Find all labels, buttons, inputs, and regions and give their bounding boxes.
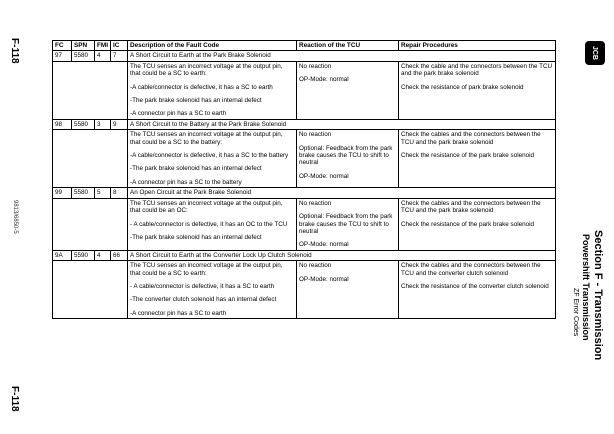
fmi-value: 3 xyxy=(95,119,111,129)
section-title: Section F - Transmission xyxy=(592,230,604,361)
fault-detail-row xyxy=(53,61,556,119)
description-line: The TCU senses an incorrect voltage at the output pin, that could be a SC to the battery: xyxy=(130,131,283,146)
header-fmi: FMI xyxy=(95,41,111,51)
fault-description xyxy=(128,261,297,319)
header-reaction: Reaction of the TCU xyxy=(297,41,399,51)
document-reference: 9813/6850-5 xyxy=(12,200,18,234)
fault-code: 98 xyxy=(53,119,72,129)
description-line: The TCU senses an incorrect voltage at the output pin, that could be a SC to earth: xyxy=(130,62,283,78)
header-description: Description of the Fault Code xyxy=(128,41,297,51)
reaction-line: No reaction xyxy=(299,262,332,270)
ic-value: 7 xyxy=(111,51,128,61)
reaction-line: No reaction xyxy=(299,131,332,139)
reaction-line: OP-Mode: normal xyxy=(299,275,349,283)
repair-line: Check the cables and the connectors between the TCU and the converter clutch solenoid xyxy=(401,262,541,277)
page-number-top: F-118 xyxy=(9,38,20,64)
blank-cell xyxy=(53,61,128,119)
reaction-line: Optional: Feedback from the park brake causes the TCU to shift to neutral xyxy=(299,213,393,235)
fault-code-row xyxy=(53,250,556,260)
table-header-row xyxy=(53,41,556,51)
fault-detail-row xyxy=(53,198,556,250)
blank-cell xyxy=(53,130,128,188)
section-subtitle: Powershift Transmission xyxy=(581,234,591,341)
ic-value: 8 xyxy=(111,188,128,198)
description-line: - A cable/connector is defective, it has a SC to earth xyxy=(130,282,275,290)
fault-description xyxy=(128,61,297,119)
fault-title: A Short Circuit to the Battery at the Park Brake Solenoid xyxy=(128,119,556,129)
ic-value: 66 xyxy=(111,250,128,260)
spn-value: 5580 xyxy=(72,51,95,61)
reaction-line: OP-Mode: normal xyxy=(299,241,349,249)
fault-code-table xyxy=(52,40,556,319)
fmi-value: 4 xyxy=(95,250,111,260)
description-line: -A connector pin has a SC to earth xyxy=(130,110,227,118)
repair-line: Check the resistance of park brake solenoid xyxy=(401,83,524,91)
description-line: -A connector pin has a SC to earth xyxy=(130,309,227,317)
reaction-line: OP-Mode: normal xyxy=(299,76,349,84)
fault-code: 9A xyxy=(53,250,72,260)
spn-value: 5590 xyxy=(72,250,95,260)
description-line: The TCU senses an incorrect voltage at the output pin, that could be an OC: xyxy=(130,199,283,215)
repair-line: Check the resistance of the park brake solenoid xyxy=(401,152,535,160)
header-fc: FC xyxy=(53,41,72,51)
ic-value: 9 xyxy=(111,119,128,129)
repair-procedure xyxy=(399,61,556,119)
description-line: The TCU senses an incorrect voltage at the output pin, that could be a SC to earth: xyxy=(130,262,283,277)
tcu-reaction xyxy=(297,198,399,250)
description-line: - A cable/connector is defective, it has an OC to the TCU xyxy=(130,220,288,228)
description-line: -A connector pin has a SC to the battery xyxy=(130,178,242,186)
repair-line: Check the resistance of the park brake solenoid xyxy=(401,220,535,228)
repair-line: Check the resistance of the converter clutch solenoid xyxy=(401,282,549,290)
tcu-reaction xyxy=(297,261,399,319)
description-line: -The park brake solenoid has an internal defect xyxy=(130,165,262,173)
repair-procedure xyxy=(399,261,556,319)
page-number-bottom: F-118 xyxy=(9,386,20,412)
tcu-reaction xyxy=(297,130,399,188)
repair-line: Check the cable and the connectors between the TCU and the park brake solenoid xyxy=(401,62,553,78)
fault-description xyxy=(128,198,297,250)
fault-detail-row xyxy=(53,130,556,188)
description-line: -A cable/connector is defective, it has a SC to earth xyxy=(130,83,273,91)
fault-code-row xyxy=(53,188,556,198)
header-ic: IC xyxy=(111,41,128,51)
repair-procedure xyxy=(399,130,556,188)
reaction-line: No reaction xyxy=(299,62,332,70)
jcb-logo-icon xyxy=(584,40,606,66)
spn-value: 5580 xyxy=(72,188,95,198)
fmi-value: 5 xyxy=(95,188,111,198)
reaction-line: No reaction xyxy=(299,199,332,207)
fault-code-row xyxy=(53,119,556,129)
repair-line: Check the cables and the connectors between the TCU and the park brake solenoid xyxy=(401,199,541,215)
description-line: -The park brake solenoid has an internal defect xyxy=(130,97,262,105)
reaction-line: OP-Mode: normal xyxy=(299,172,349,180)
fault-detail-row xyxy=(53,261,556,319)
fault-title: A Short Circuit to Earth at the Park Brake Solenoid xyxy=(128,51,556,61)
blank-cell xyxy=(53,261,128,319)
fault-code-row xyxy=(53,51,556,61)
reaction-line: Optional: Feedback from the park brake causes the TCU to shift to neutral xyxy=(299,144,393,167)
fault-code: 99 xyxy=(53,188,72,198)
description-line: -The park brake solenoid has an internal defect xyxy=(130,233,262,241)
description-line: -The converter clutch solenoid has an internal defect xyxy=(130,296,277,304)
spn-value: 5580 xyxy=(72,119,95,129)
jcb-logo-text: JCB xyxy=(591,45,599,61)
tcu-reaction xyxy=(297,61,399,119)
fault-description xyxy=(128,130,297,188)
fault-title: An Open Circuit at the Park Brake Solenoid xyxy=(128,188,556,198)
fmi-value: 4 xyxy=(95,51,111,61)
header-spn: SPN xyxy=(72,41,95,51)
repair-line: Check the cables and the connectors between the TCU and the park brake solenoid xyxy=(401,131,541,146)
fault-title: A Short Circuit to Earth at the Converter Lock Up Clutch Solenoid xyxy=(128,250,556,260)
fault-code: 97 xyxy=(53,51,72,61)
section-topic: ZF Error Codes xyxy=(572,288,579,337)
description-line: -A cable/connector is defective, it has a SC to the battery xyxy=(130,152,289,160)
repair-procedure xyxy=(399,198,556,250)
header-repair: Repair Procedures xyxy=(399,41,556,51)
blank-cell xyxy=(53,198,128,250)
